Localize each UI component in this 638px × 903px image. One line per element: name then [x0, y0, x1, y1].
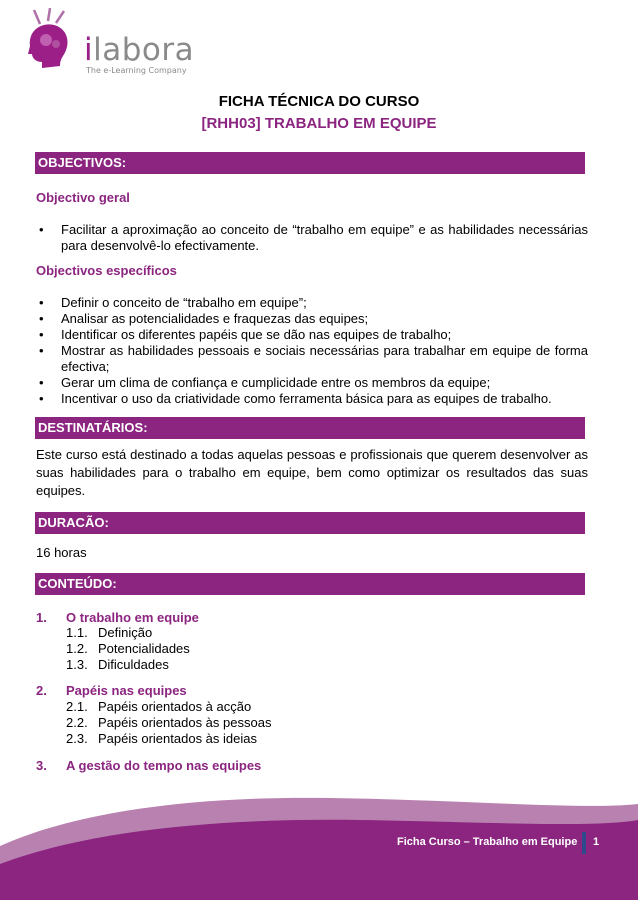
logo-tagline: The e-Learning Company: [86, 66, 187, 75]
course-code-title: [RHH03] TRABALHO EM EQUIPE: [201, 115, 437, 132]
subsection-list: [66, 699, 271, 747]
list-item: • Definir o conceito de “trabalho em equipe”;: [36, 295, 588, 311]
section-header-duracao: DURACÃO:: [35, 512, 585, 534]
subsection-item: 1.1. Definição: [66, 625, 153, 640]
list-item: • Gerar um clima de confiança e cumplicidade entre os membros da equipe;: [36, 375, 588, 391]
subsection-item: 2.3. Papéis orientados às ideias: [66, 731, 257, 746]
section-header-destinatarios: DESTINATÁRIOS:: [35, 417, 585, 439]
list-item: • Identificar os diferentes papéis que se dão nas equipes de trabalho;: [36, 327, 588, 343]
footer-divider: [582, 832, 586, 854]
chapter-heading: 1. O trabalho em equipe: [36, 610, 199, 625]
list-item: • Incentivar o uso da criatividade como ferramenta básica para as equipes de trabalho.: [36, 391, 588, 407]
subsection-item: 1.2. Potencialidades: [66, 641, 190, 656]
section-header-conteudo: CONTEÚDO:: [35, 573, 585, 595]
duracao-text: 16 horas: [36, 545, 87, 560]
subsection-list: [66, 625, 190, 673]
footer-title: Ficha Curso – Trabalho em Equipe: [397, 836, 578, 848]
list-item: • Mostrar as habilidades pessoais e sociais necessárias para trabalhar em equipe de forma efectiva;: [36, 343, 588, 375]
chapter-heading: 2. Papéis nas equipes: [36, 683, 187, 698]
list-item: • Facilitar a aproximação ao conceito de “trabalho em equipe” e as habilidades necessárias para desenvolvê-lo efectivamente.: [36, 222, 588, 254]
destinatarios-text: Este curso está destinado a todas aquelas pessoas e profissionais que querem desenvolver as suas habilidades para o trabalho em equipe, bem como optimizar os resultados das suas equipes.: [36, 447, 588, 498]
objectivos-especificos-list: [36, 295, 588, 407]
subsection-item: 2.2. Papéis orientados às pessoas: [66, 715, 272, 730]
objectivo-geral-heading: Objectivo geral: [36, 190, 130, 205]
section-header-objectivos: OBJECTIVOS:: [35, 152, 585, 174]
objectivos-especificos-heading: Objectivos específicos: [36, 263, 177, 278]
page-number: 1: [593, 836, 600, 848]
chapter-heading: 3. A gestão do tempo nas equipes: [36, 758, 262, 773]
objectivo-geral-list: [36, 222, 588, 254]
subsection-item: 1.3. Dificuldades: [66, 657, 169, 672]
document-title: FICHA TÉCNICA DO CURSO: [218, 93, 420, 110]
head-logo-icon: [20, 8, 90, 78]
company-logo: [20, 8, 200, 78]
list-item: • Analisar as potencialidades e fraquezas das equipes;: [36, 311, 588, 327]
logo-wordmark: ilabora: [84, 32, 195, 68]
subsection-item: 2.1. Papéis orientados à acção: [66, 699, 252, 714]
